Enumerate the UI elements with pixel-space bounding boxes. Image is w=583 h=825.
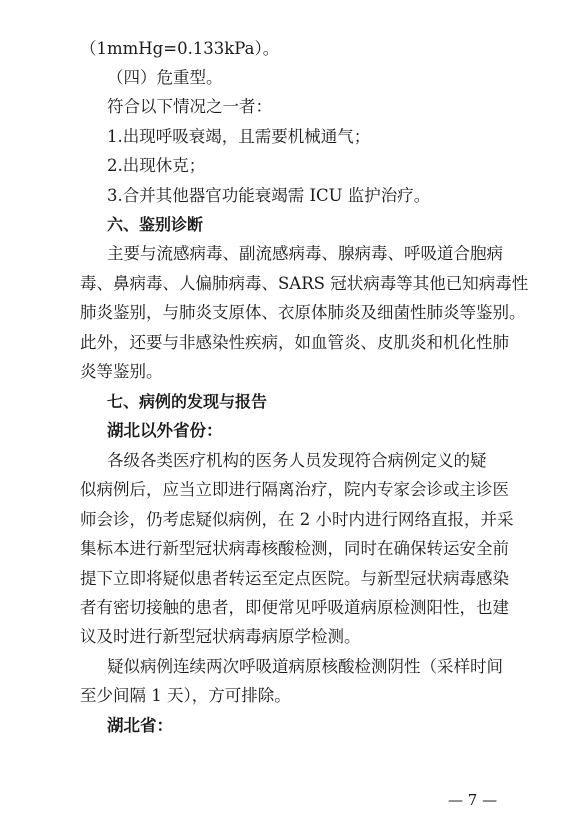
section-heading-7: 七、病例的发现与报告 (107, 392, 268, 411)
text-line-8: 主要与流感病毒、副流感病毒、腺病毒、呼吸道合胞病 (107, 244, 503, 263)
text-line-10: 肺炎鉴别，与肺炎支原体、衣原体肺炎及细菌性肺炎等鉴别。 (80, 303, 526, 322)
text-line-21: 议及时进行新型冠状病毒病原学检测。 (80, 627, 361, 646)
text-line-18: 集标本进行新型冠状病毒核酸检测，同时在确保转运安全前 (80, 539, 509, 558)
text-line-4: 1.出现呼吸衰竭，且需要机械通气； (107, 127, 371, 146)
text-line-17: 师会诊，仍考虑疑似病例，在 2 小时内进行网络直报，并采 (80, 510, 514, 529)
text-line-23: 至少间隔 1 天），方可排除。 (80, 686, 291, 705)
text-line-1: （1mmHg=0.133kPa）。 (80, 39, 280, 58)
text-line-15: 各级各类医疗机构的医务人员发现符合病例定义的疑 (107, 451, 487, 470)
text-line-22: 疑似病例连续两次呼吸道病原核酸检测阴性（采样时间 (107, 657, 503, 676)
text-line-3: 符合以下情况之一者： (107, 97, 272, 116)
page-number: — 7 — (448, 791, 498, 809)
text-line-19: 提下立即将疑似患者转运至定点医院。与新型冠状病毒感染 (80, 569, 509, 588)
text-line-20: 者有密切接触的患者，即便常见呼吸道病原检测阳性，也建 (80, 598, 509, 617)
section-heading-6: 六、鉴别诊断 (107, 215, 204, 234)
subheading-hubei: 湖北省： (107, 716, 173, 735)
text-line-2: （四）危重型。 (107, 68, 223, 87)
text-line-5: 2.出现休克； (107, 156, 206, 175)
subheading-outside-hubei: 湖北以外省份： (107, 421, 223, 440)
text-line-12: 炎等鉴别。 (80, 362, 163, 381)
text-line-11: 此外，还要与非感染性疾病，如血管炎、皮肌炎和机化性肺 (80, 333, 509, 352)
text-line-6: 3.合并其他器官功能衰竭需 ICU 监护治疗。 (107, 186, 431, 205)
text-line-9: 毒、鼻病毒、人偏肺病毒、SARS 冠状病毒等其他已知病毒性 (80, 274, 529, 293)
text-line-16: 似病例后，应当立即进行隔离治疗，院内专家会诊或主诊医 (80, 480, 509, 499)
